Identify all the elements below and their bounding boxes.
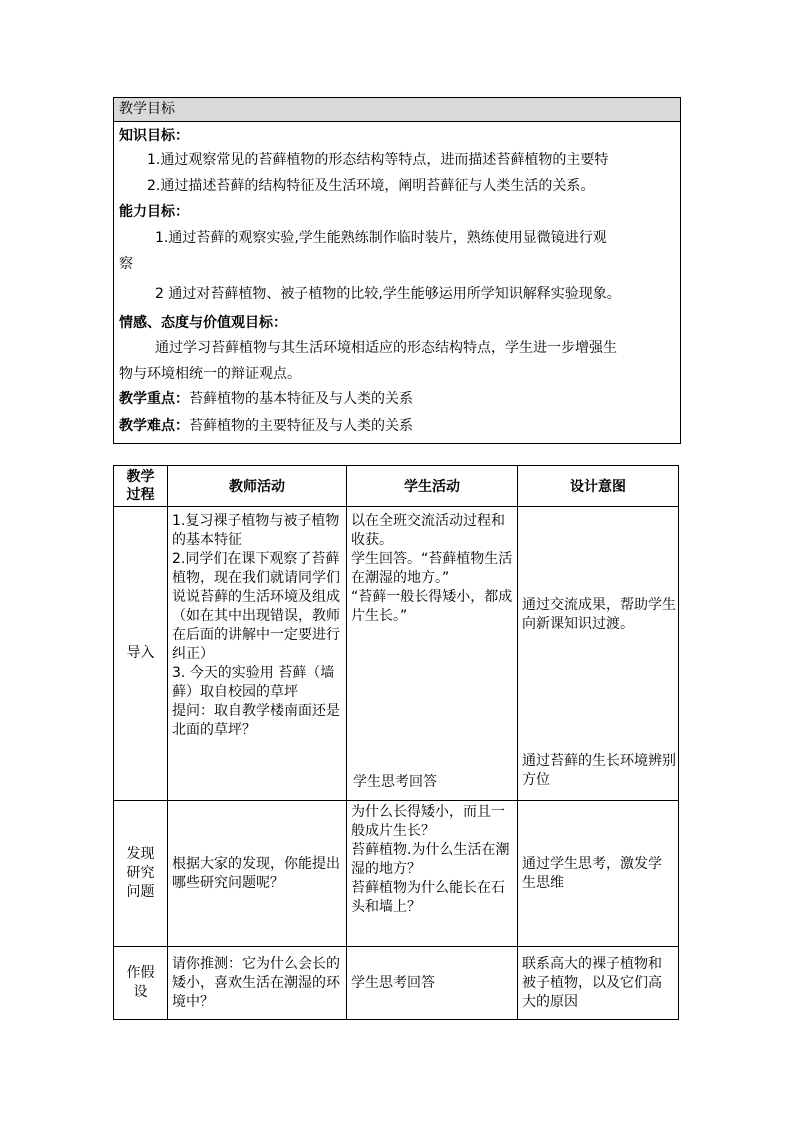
table-row [114, 507, 679, 801]
teacher-text: 2.同学们在课下观察了苔藓植物，现在我们就请同学们说说苔藓的生活环境及组成 [172, 551, 340, 605]
student-text: 以在全班交流活动过程和收获。 [351, 513, 505, 548]
process-header-row [114, 466, 679, 507]
knowledge-title: 知识目标： [119, 128, 189, 144]
ability-item-1: 1.通过苔藓的观察实验,学生能熟练制作临时装片，熟练使用显微镜进行观 [155, 230, 607, 246]
teacher-text: （如在其中出现错误，教师在后面的讲解中一定要进行纠正） [172, 608, 340, 662]
difficulty-label: 教学难点： [119, 418, 189, 434]
header-student: 学生活动 [347, 466, 518, 507]
emotion-title: 情感、态度与价值观目标： [119, 315, 287, 331]
process-table [113, 465, 679, 1020]
student-text: 苔藓植物.为什么生活在潮湿的地方？ [351, 842, 510, 877]
objectives-header: 教学目标 [114, 98, 680, 121]
teacher-text: 提问：取自教学楼南面还是北面的草坪？ [172, 703, 340, 738]
student-cell: 学生思考回答 [347, 947, 518, 1020]
knowledge-item-1: 1.通过观察常见的苔藓植物的形态结构等特点，进而描述苔藓植物的主要特 [147, 152, 609, 168]
stage-cell: 作假 设 [114, 947, 168, 1020]
student-text: “苔藓一般长得矮小，都成片生长。” [351, 589, 513, 624]
header-process: 教学 过程 [114, 466, 168, 507]
objectives-table [113, 97, 681, 444]
teacher-text: 1.复习裸子植物与被子植物的基本特征 [172, 513, 340, 548]
student-text: 学生思考回答 [353, 774, 437, 790]
difficulty-point [119, 413, 675, 440]
teacher-text: 3. 今天的实验用 苔藓（墙藓）取自校园的草坪 [172, 665, 335, 700]
student-text: 为什么长得矮小，而且一般成片生长？ [351, 804, 505, 839]
teacher-cell [168, 507, 347, 801]
student-text: 苔藓植物为什么能长在石头和墙上？ [351, 880, 505, 915]
difficulty-value: 苔藓植物的主要特征及与人类的关系 [189, 418, 413, 434]
knowledge-item-2: 2.通过描述苔藓的结构特征及生活环境，阐明苔藓征与人类生活的关系。 [147, 178, 595, 194]
design-cell: 联系高大的裸子植物和被子植物，以及它们高大的原因 [518, 947, 679, 1020]
design-text: 通过苔藓的生长环境辨别方位 [522, 753, 676, 788]
student-cell [347, 507, 518, 801]
stage-cell: 导入 [114, 507, 168, 801]
teacher-cell: 根据大家的发现，你能提出哪些研究问题呢？ [168, 801, 347, 947]
student-text: 学生回答。“苔藓植物生活在潮湿的地方。” [351, 551, 513, 586]
ability-item-1-cont: 察 [119, 256, 133, 272]
header-design: 设计意图 [518, 466, 679, 507]
ability-item-2: 2 通过对苔藓植物、被子植物的比较,学生能够运用所学知识解释实验现象。 [155, 286, 621, 302]
key-point [119, 386, 675, 413]
design-cell [518, 507, 679, 801]
ability-title: 能力目标： [119, 204, 189, 220]
stage-cell: 发现 研究 问题 [114, 801, 168, 947]
table-row [114, 947, 679, 1020]
design-cell: 通过学生思考，激发学生思维 [518, 801, 679, 947]
emotion-line-2: 物与环境相统一的辩证观点。 [119, 366, 301, 382]
objectives-body [114, 121, 680, 443]
table-row [114, 801, 679, 947]
key-point-value: 苔藓植物的基本特征及与人类的关系 [189, 391, 413, 407]
design-text: 通过交流成果，帮助学生向新课知识过渡。 [522, 597, 676, 632]
header-teacher: 教师活动 [168, 466, 347, 507]
teacher-cell: 请你推测：它为什么会长的矮小，喜欢生活在潮湿的环境中？ [168, 947, 347, 1020]
emotion-line-1: 通过学习苔藓植物与其生活环境相适应的形态结构特点，学生进一步增强生 [155, 340, 617, 356]
key-point-label: 教学重点： [119, 391, 189, 407]
student-cell [347, 801, 518, 947]
